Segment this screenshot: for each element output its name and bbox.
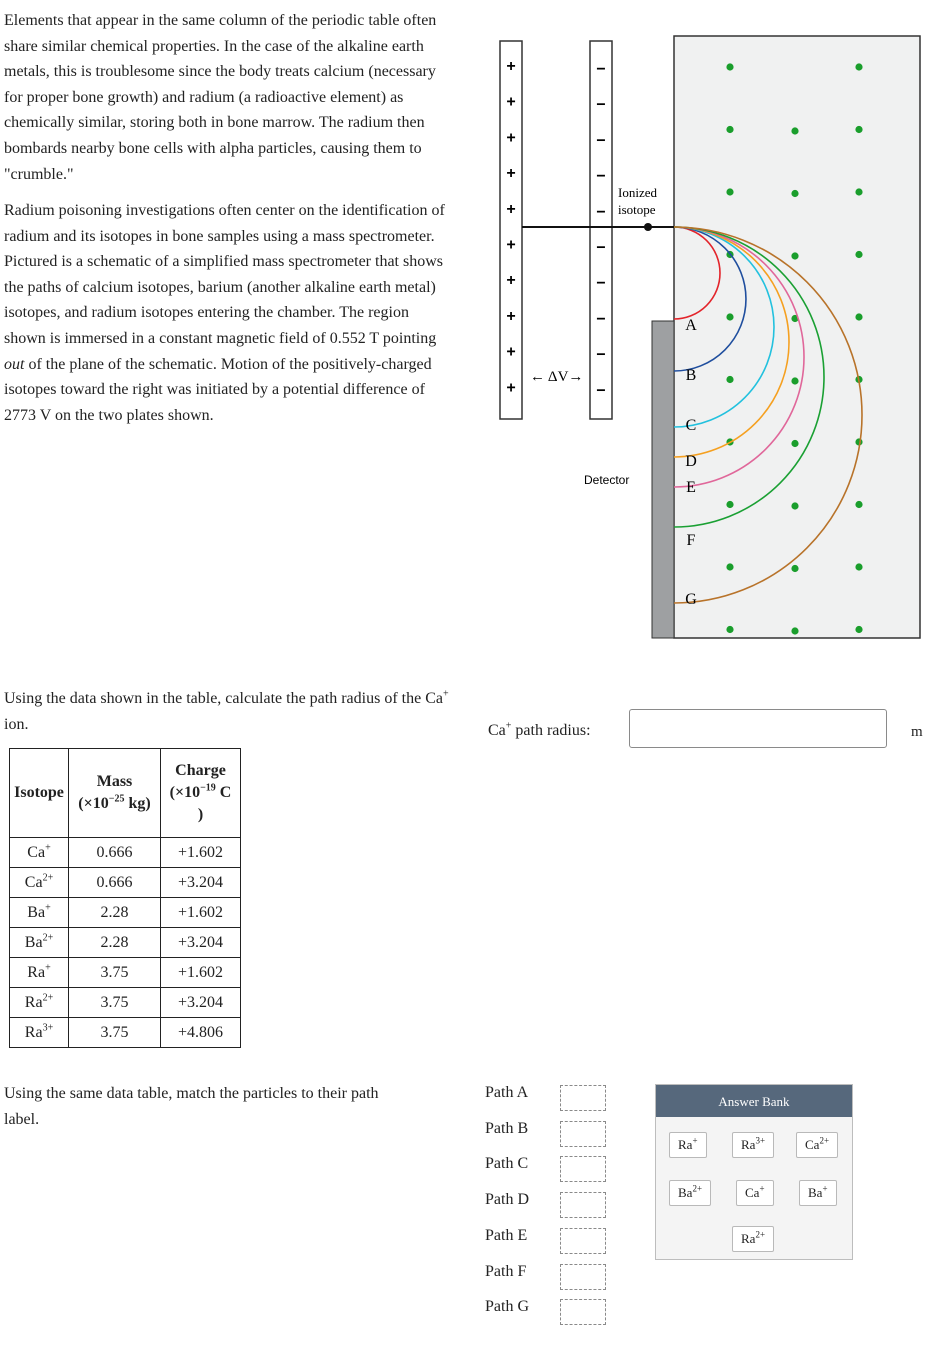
field-dot	[855, 251, 862, 258]
header-charge-c: C	[215, 784, 232, 801]
isotope-symbol: Ca	[24, 873, 43, 891]
path-label: Path E	[485, 1226, 528, 1244]
charge-cell: +4.806	[161, 1018, 241, 1048]
charge-cell: +1.602	[161, 838, 241, 868]
plus-sign: +	[506, 165, 516, 183]
chip-charge-sup: +	[692, 1135, 698, 1146]
header-mass	[69, 749, 161, 838]
answer-chip[interactable]	[732, 1132, 774, 1158]
isotope-symbol: Ba	[27, 903, 46, 921]
field-dot	[791, 190, 798, 197]
ca-path-radius-label	[488, 722, 591, 740]
charge-cell: +3.204	[161, 928, 241, 958]
path-drop-zone[interactable]	[560, 1228, 606, 1254]
detector-bar	[652, 321, 674, 638]
minus-sign: −	[596, 239, 606, 257]
field-dot	[726, 313, 733, 320]
isotope-symbol: Ca	[27, 843, 46, 861]
path-label: Path D	[485, 1191, 529, 1209]
mass-spectrometer-schematic	[0, 0, 934, 660]
field-dot	[726, 563, 733, 570]
chip-charge-sup: 2+	[819, 1135, 830, 1146]
path-letter-b: B	[685, 367, 697, 384]
field-dot	[726, 501, 733, 508]
minus-sign: −	[596, 96, 606, 114]
answer-chip[interactable]	[799, 1180, 837, 1206]
isotope-cell	[10, 868, 69, 898]
ca-label-b: path radius:	[511, 722, 591, 739]
table-row	[10, 868, 241, 898]
charge-cell: +1.602	[161, 958, 241, 988]
header-mass-c: kg)	[124, 795, 151, 812]
field-dot	[791, 127, 798, 134]
isotope-charge-sup: +	[45, 902, 51, 914]
isotope-cell	[10, 988, 69, 1018]
isotope-charge-sup: 2+	[42, 872, 54, 884]
minus-sign: −	[596, 61, 606, 78]
answer-chip[interactable]	[732, 1226, 774, 1252]
chip-charge-sup: 3+	[755, 1135, 766, 1146]
mass-cell: 2.28	[69, 898, 161, 928]
table-row	[10, 988, 241, 1018]
isotope-charge-sup: 2+	[42, 932, 54, 944]
header-mass-b: (×10	[78, 795, 109, 812]
chip-charge-sup: 2+	[692, 1183, 703, 1194]
path-letter-a: A	[685, 317, 697, 334]
chip-symbol: Ra	[678, 1137, 693, 1152]
field-dot	[791, 377, 798, 384]
table-row	[10, 1018, 241, 1048]
ionized-label: Ionized	[618, 185, 657, 200]
table-row	[10, 928, 241, 958]
unit-label: m	[911, 724, 923, 740]
mass-cell: 3.75	[69, 988, 161, 1018]
ca-label-sup: +	[505, 720, 512, 732]
field-dot	[791, 627, 798, 634]
isotope-symbol: Ra	[27, 963, 46, 981]
charge-cell: +3.204	[161, 868, 241, 898]
plus-sign: +	[506, 200, 516, 218]
isotope-symbol: Ra	[24, 1023, 43, 1041]
isotope-charge-sup: +	[45, 842, 51, 854]
mass-cell: 0.666	[69, 868, 161, 898]
intro-p2-text-b: of the plane of the schematic. Motion of the positively-charged isotopes toward the right was initiated by a potential difference of 2773 V on the two plates shown.	[4, 355, 432, 424]
plus-sign: +	[506, 307, 516, 325]
detector-label: Detector	[584, 473, 630, 487]
field-dot	[791, 565, 798, 572]
q2-prompt: Using the same data table, match the particles to their path label.	[4, 1085, 379, 1128]
mass-cell: 3.75	[69, 1018, 161, 1048]
answer-bank-title: Answer Bank	[656, 1085, 852, 1117]
plus-sign: +	[506, 272, 516, 290]
chip-symbol: Ba	[808, 1185, 823, 1200]
field-dot	[726, 63, 733, 70]
isotope-charge-sup: 3+	[42, 1022, 54, 1034]
q1-prompt	[4, 686, 454, 737]
isotope-label: isotope	[618, 202, 656, 217]
minus-sign: −	[596, 275, 606, 293]
field-dot	[726, 188, 733, 195]
isotope-cell	[10, 958, 69, 988]
path-letter-g: G	[685, 591, 697, 608]
chip-symbol: Ca	[805, 1137, 820, 1152]
isotope-cell	[10, 928, 69, 958]
answer-chip[interactable]	[736, 1180, 774, 1206]
chip-symbol: Ra	[741, 1137, 756, 1152]
intro-paragraph-1: Elements that appear in the same column of the periodic table often share similar chemical properties. In the case of the alkaline earth metals, this is troublesome since the body treats calcium (necessary for proper bone growth) and radium (a radioactive element) as chemically similar, storing both in bone marrow. The radium then bombards nearby bone cells with alpha particles, causing them to "crumble."	[4, 12, 437, 183]
answer-chip[interactable]	[669, 1180, 711, 1206]
path-drop-zone[interactable]	[560, 1299, 606, 1325]
header-isotope: Isotope	[10, 749, 69, 838]
answer-bank	[655, 1084, 853, 1260]
field-dot	[855, 126, 862, 133]
minus-sign: −	[596, 168, 606, 186]
chip-charge-sup: +	[759, 1183, 765, 1194]
mass-cell: 3.75	[69, 958, 161, 988]
isotope-cell	[10, 838, 69, 868]
field-dot	[855, 501, 862, 508]
field-dot	[855, 188, 862, 195]
answer-chip[interactable]	[796, 1132, 838, 1158]
field-dot	[726, 376, 733, 383]
plus-sign: +	[506, 93, 516, 111]
q1-prompt-a: Using the data shown in the table, calculate the path radius of the Ca	[4, 690, 443, 707]
header-charge	[161, 749, 241, 838]
field-dot	[855, 563, 862, 570]
path-drop-zone[interactable]	[560, 1192, 606, 1218]
answer-chip[interactable]	[669, 1132, 707, 1158]
minus-sign: −	[596, 310, 606, 328]
plus-sign: +	[506, 129, 516, 147]
table-row	[10, 838, 241, 868]
minus-sign: −	[596, 346, 606, 364]
chip-symbol: Ca	[745, 1185, 760, 1200]
isotope-charge-sup: +	[45, 962, 51, 974]
ca-path-radius-input[interactable]	[629, 709, 887, 748]
minus-sign: −	[596, 382, 606, 400]
path-drop-zone[interactable]	[560, 1264, 606, 1290]
ca-label-a: Ca	[488, 722, 506, 739]
path-label: Path G	[485, 1298, 529, 1316]
field-dot	[855, 63, 862, 70]
chip-symbol: Ra	[741, 1231, 756, 1246]
path-letter-f: F	[686, 532, 696, 549]
path-label: Path F	[485, 1262, 527, 1280]
magnetic-field-chamber	[674, 36, 920, 638]
charge-cell: +1.602	[161, 898, 241, 928]
isotope-cell	[10, 898, 69, 928]
field-dot	[791, 252, 798, 259]
path-drop-zone[interactable]	[560, 1085, 606, 1111]
field-dot	[791, 502, 798, 509]
table-row	[10, 898, 241, 928]
path-drop-zone[interactable]	[560, 1121, 606, 1147]
header-charge-d: )	[197, 806, 204, 823]
header-mass-a: Mass	[96, 773, 133, 790]
header-charge-b: (×10	[169, 784, 201, 801]
header-charge-a: Charge	[175, 762, 226, 779]
isotope-cell	[10, 1018, 69, 1048]
chip-charge-sup: 2+	[755, 1229, 766, 1240]
ionized-isotope-marker	[644, 223, 652, 231]
plus-sign: +	[506, 379, 516, 397]
plus-sign: +	[506, 58, 516, 75]
mass-cell: 2.28	[69, 928, 161, 958]
path-label: Path B	[485, 1119, 529, 1137]
field-dot	[855, 313, 862, 320]
path-letter-e: E	[686, 479, 696, 496]
delta-v-label: ← ΔV→	[530, 369, 584, 385]
table-row	[10, 958, 241, 988]
minus-sign: −	[596, 132, 606, 150]
path-letter-d: D	[685, 453, 697, 470]
isotope-data-table	[9, 748, 241, 1048]
header-mass-exp: −25	[108, 793, 125, 805]
minus-sign: −	[596, 203, 606, 221]
intro-p2-text-a: Radium poisoning investigations often center on the identification of radium and its isotopes in bone samples using a mass spectrometer. Pictured is a schematic of a simplified mass spectrometer that shows the paths of calcium isotopes, barium (another alkaline earth metal) isotopes, and radium isotopes entering the chamber. The region shown is immersed in a constant magnetic field of 0.552 T pointing	[4, 202, 445, 347]
chip-charge-sup: +	[822, 1183, 828, 1194]
q1-prompt-b: ion.	[4, 715, 29, 733]
isotope-symbol: Ra	[24, 993, 43, 1011]
q1-prompt-sup: +	[442, 688, 449, 700]
isotope-charge-sup: 2+	[42, 992, 54, 1004]
field-dot	[855, 626, 862, 633]
path-label: Path C	[485, 1155, 529, 1173]
plus-sign: +	[506, 343, 516, 361]
field-dot	[726, 126, 733, 133]
field-dot	[791, 440, 798, 447]
path-label: Path A	[485, 1084, 529, 1101]
chip-symbol: Ba	[678, 1185, 693, 1200]
plus-sign: +	[506, 236, 516, 254]
isotope-symbol: Ba	[24, 933, 43, 951]
mass-cell: 0.666	[69, 838, 161, 868]
header-charge-exp: −19	[200, 782, 216, 794]
charge-cell: +3.204	[161, 988, 241, 1018]
intro-p2-emphasis: out	[4, 355, 25, 373]
path-letter-c: C	[685, 417, 697, 434]
path-drop-zone[interactable]	[560, 1156, 606, 1182]
field-dot	[726, 626, 733, 633]
